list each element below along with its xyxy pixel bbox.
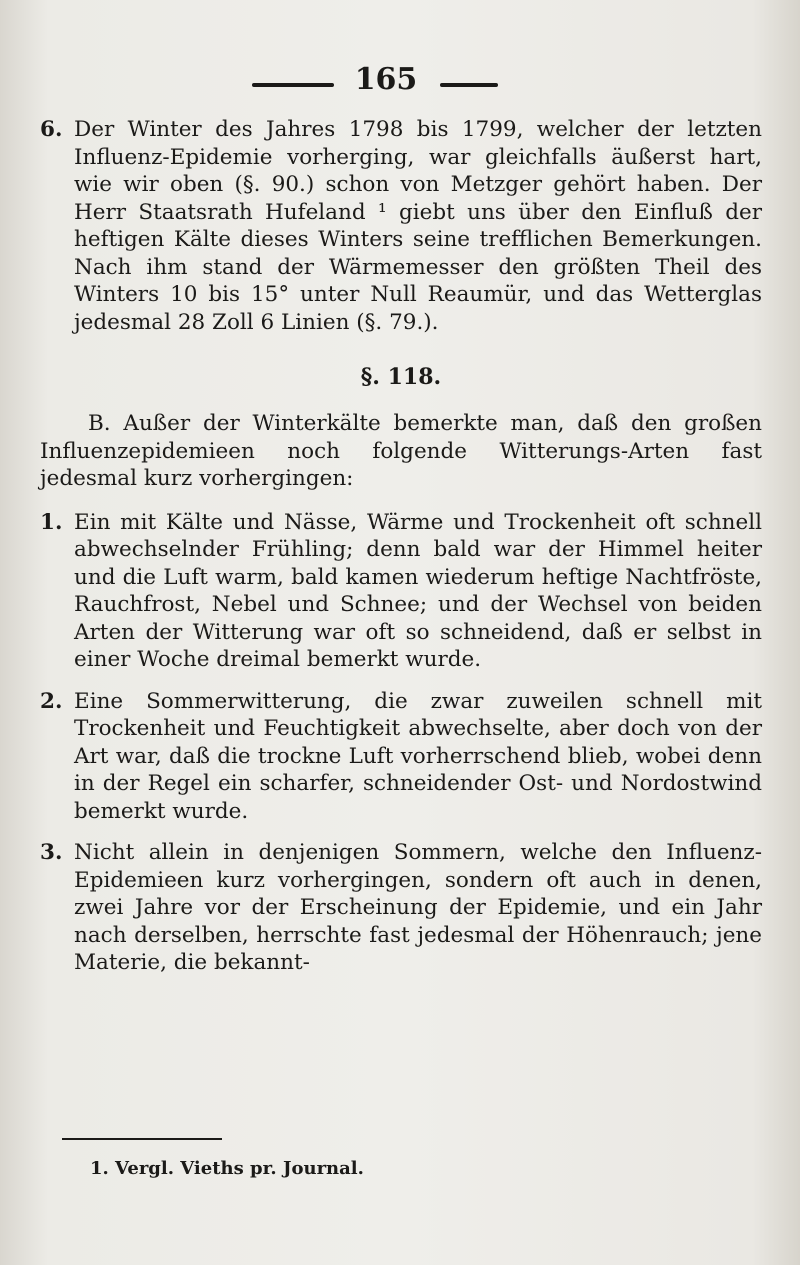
list-item bbox=[40, 509, 762, 674]
page-body bbox=[40, 116, 762, 977]
list-item-text: Eine Sommerwitterung, die zwar zuweilen schnell mit Trockenheit und Feuchtigkeit abwechselte, aber doch von der Art war, daß die trockne Luft vorherrschend blieb, wobei denn in der Regel ein scharfer, schneidender Ost- und Nordostwind bemerkt wurde. bbox=[74, 688, 762, 824]
footnote: 1. Vergl. Vieths pr. Journal. bbox=[90, 1158, 364, 1179]
page-number: 165 bbox=[354, 62, 418, 97]
paragraph-text: Der Winter des Jahres 1798 bis 1799, welcher der letzten Influenz-Epidemie vorherging, war gleichfalls äußerst hart, wie wir oben (§. 90.) schon von Metzger gehört haben. Der Herr Staatsrath Hufeland ¹ giebt uns über den Einfluß der heftigen Kälte dieses Winters seine trefflichen Bemerkungen. Nach ihm stand der Wärmemesser den größten Theil des Winters 10 bis 15° unter Null Reaumür, und das Wetterglas jedesmal 28 Zoll 6 Linien (§. 79.). bbox=[74, 117, 762, 335]
section-intro: B. Außer der Winterkälte bemerkte man, daß den großen Influenzepidemieen noch folgende Witterungs-Arten fast jedesmal kurz vorhergingen: bbox=[40, 411, 762, 491]
list-item bbox=[40, 839, 762, 977]
list-item bbox=[40, 688, 762, 826]
footnote-separator bbox=[62, 1138, 222, 1140]
header-rule-left bbox=[252, 83, 334, 87]
list-item-number: 2. bbox=[40, 688, 63, 714]
list-item-text: Ein mit Kälte und Nässe, Wärme und Trockenheit oft schnell abwechselnder Frühling; denn bald war der Himmel heiter und die Luft warm, bald kamen wiederum heftige Nachtfröste, Rauchfrost, Nebel und Schnee; und der Wechsel von beiden Arten der Witterung war oft so schneidend, daß er selbst in einer Woche dreimal bemerkt wurde. bbox=[74, 509, 762, 672]
page-header bbox=[0, 62, 800, 102]
list-item-number: 1. bbox=[40, 509, 63, 535]
header-rule-right bbox=[440, 83, 498, 87]
section-heading: §. 118. bbox=[360, 364, 442, 390]
list-item-number: 3. bbox=[40, 840, 63, 865]
paragraph-6 bbox=[40, 116, 762, 336]
paragraph-number: 6. bbox=[40, 117, 63, 142]
list-item-text: Nicht allein in denjenigen Sommern, welche den Influenz-Epidemieen kurz vorhergingen, sondern oft auch in denen, zwei Jahre vor der Erscheinung der Epidemie, und ein Jahr nach derselben, herrschte fast jedesmal der Höhenrauch; jene Materie, die bekannt- bbox=[74, 840, 762, 975]
